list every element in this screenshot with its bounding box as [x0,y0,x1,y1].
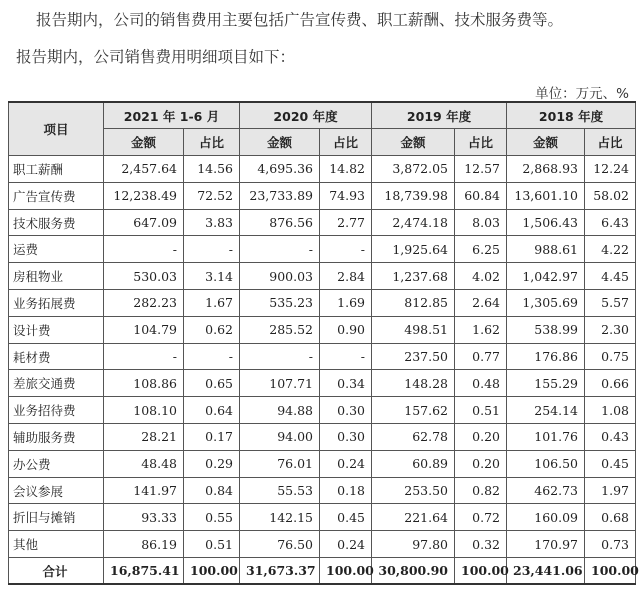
amount-cell: 254.14 [507,397,585,424]
amount-cell: 170.97 [507,531,585,558]
row-label: 运费 [9,236,104,263]
row-label: 耗材费 [9,343,104,370]
table-row [9,450,636,477]
row-label: 辅助服务费 [9,424,104,451]
amount-cell: 876.56 [240,209,320,236]
amount-cell: 107.71 [240,370,320,397]
intro-paragraph: 报告期内，公司的销售费用主要包括广告宣传费、职工薪酬、技术服务费等。 [36,11,564,29]
period-header: 2021 年 1-6 月 [104,102,240,129]
period-header: 2019 年度 [372,102,507,129]
ratio-header: 占比 [184,129,240,156]
amount-cell: 237.50 [372,343,455,370]
ratio-header: 占比 [455,129,507,156]
ratio-cell: 2.64 [455,290,507,317]
table-row [9,209,636,236]
amount-cell: 141.97 [104,477,184,504]
amount-cell: 93.33 [104,504,184,531]
ratio-cell: 2.77 [320,209,372,236]
sales-expense-table [8,101,639,585]
ratio-cell: 0.30 [320,424,372,451]
table-row [9,504,636,531]
ratio-cell: 1.62 [455,316,507,343]
row-label: 办公费 [9,450,104,477]
ratio-header: 占比 [585,129,636,156]
ratio-cell: 0.45 [585,450,636,477]
ratio-cell: 0.55 [184,504,240,531]
amount-cell: 76.01 [240,450,320,477]
amount-cell: 108.10 [104,397,184,424]
ratio-cell: 2.30 [585,316,636,343]
row-label: 职工薪酬 [9,156,104,183]
ratio-cell: 1.97 [585,477,636,504]
table-row [9,397,636,424]
amount-cell: 13,601.10 [507,182,585,209]
ratio-cell: 6.43 [585,209,636,236]
ratio-cell: 0.75 [585,343,636,370]
amount-header: 金额 [507,129,585,156]
amount-cell: 2,474.18 [372,209,455,236]
amount-cell: 900.03 [240,263,320,290]
item-header: 项目 [9,102,104,156]
amount-cell: 1,506.43 [507,209,585,236]
ratio-cell: 8.03 [455,209,507,236]
table-row [9,370,636,397]
amount-cell: - [240,236,320,263]
ratio-cell: 74.93 [320,182,372,209]
ratio-cell: 0.43 [585,424,636,451]
row-label: 业务拓展费 [9,290,104,317]
amount-cell: 647.09 [104,209,184,236]
ratio-cell: 0.62 [184,316,240,343]
amount-cell: - [104,343,184,370]
amount-header: 金额 [240,129,320,156]
amount-cell: 221.64 [372,504,455,531]
table-row [9,236,636,263]
amount-cell: 538.99 [507,316,585,343]
ratio-cell: 0.32 [455,531,507,558]
amount-cell: 282.23 [104,290,184,317]
ratio-header: 占比 [320,129,372,156]
table-row [9,156,636,183]
table-header [9,102,636,156]
amount-cell: 148.28 [372,370,455,397]
ratio-cell: 0.68 [585,504,636,531]
amount-cell: 28.21 [104,424,184,451]
row-label: 广告宣传费 [9,182,104,209]
ratio-cell: 0.45 [320,504,372,531]
ratio-cell: 0.64 [184,397,240,424]
table-row [9,424,636,451]
row-label: 折旧与摊销 [9,504,104,531]
ratio-cell: 6.25 [455,236,507,263]
amount-header: 金额 [372,129,455,156]
amount-cell: - [104,236,184,263]
amount-cell: - [240,343,320,370]
amount-cell: 4,695.36 [240,156,320,183]
table-intro-paragraph: 报告期内，公司销售费用明细项目如下： [16,48,296,66]
ratio-cell: 100.00 [320,558,372,585]
ratio-cell: 1.67 [184,290,240,317]
amount-cell: 106.50 [507,450,585,477]
amount-cell: 253.50 [372,477,455,504]
table-body [9,156,639,585]
amount-cell: 142.15 [240,504,320,531]
ratio-cell: 0.51 [455,397,507,424]
ratio-cell: 0.51 [184,531,240,558]
amount-cell: 160.09 [507,504,585,531]
ratio-cell: - [184,236,240,263]
amount-cell: 97.80 [372,531,455,558]
amount-cell: 2,457.64 [104,156,184,183]
amount-cell: 2,868.93 [507,156,585,183]
ratio-cell: 0.84 [184,477,240,504]
amount-cell: 31,673.37 [240,558,320,585]
amount-cell: 1,237.68 [372,263,455,290]
ratio-cell: 0.90 [320,316,372,343]
ratio-cell: 0.24 [320,450,372,477]
ratio-cell: 4.22 [585,236,636,263]
total-row [9,558,636,585]
table-row [9,290,636,317]
amount-cell: 76.50 [240,531,320,558]
ratio-cell: 0.29 [184,450,240,477]
table-row [9,182,636,209]
ratio-cell: 0.18 [320,477,372,504]
ratio-cell: 100.00 [455,558,507,585]
ratio-cell: 12.57 [455,156,507,183]
ratio-cell: 0.20 [455,424,507,451]
ratio-cell: 14.56 [184,156,240,183]
ratio-cell: 0.73 [585,531,636,558]
amount-cell: 12,238.49 [104,182,184,209]
row-label: 业务招待费 [9,397,104,424]
ratio-cell: 12.24 [585,156,636,183]
ratio-cell: 1.69 [320,290,372,317]
amount-cell: 94.88 [240,397,320,424]
amount-cell: 176.86 [507,343,585,370]
row-label: 房租物业 [9,263,104,290]
period-header: 2020 年度 [240,102,372,129]
ratio-cell: 14.82 [320,156,372,183]
amount-cell: 155.29 [507,370,585,397]
ratio-cell: 4.02 [455,263,507,290]
ratio-cell: 0.34 [320,370,372,397]
unit-note: 单位：万元、% [535,86,629,102]
amount-cell: 535.23 [240,290,320,317]
row-label: 合计 [9,558,104,585]
ratio-cell: 100.00 [585,558,636,585]
table-row [9,531,636,558]
ratio-cell: 58.02 [585,182,636,209]
ratio-cell: 100.00 [184,558,240,585]
amount-cell: 86.19 [104,531,184,558]
table-row [9,316,636,343]
amount-cell: 108.86 [104,370,184,397]
ratio-cell: 3.14 [184,263,240,290]
ratio-cell: 0.82 [455,477,507,504]
amount-cell: 101.76 [507,424,585,451]
ratio-cell: 0.66 [585,370,636,397]
ratio-cell: 0.20 [455,450,507,477]
ratio-cell: 0.72 [455,504,507,531]
amount-cell: 1,925.64 [372,236,455,263]
table-row [9,343,636,370]
amount-cell: 30,800.90 [372,558,455,585]
ratio-cell: 3.83 [184,209,240,236]
amount-header: 金额 [104,129,184,156]
amount-cell: 462.73 [507,477,585,504]
row-label: 差旅交通费 [9,370,104,397]
row-label: 会议参展 [9,477,104,504]
ratio-cell: 4.45 [585,263,636,290]
amount-cell: 3,872.05 [372,156,455,183]
ratio-cell: 0.48 [455,370,507,397]
row-label: 其他 [9,531,104,558]
amount-cell: 812.85 [372,290,455,317]
ratio-cell: 2.84 [320,263,372,290]
amount-cell: 62.78 [372,424,455,451]
ratio-cell: 72.52 [184,182,240,209]
table-row [9,477,636,504]
amount-cell: 285.52 [240,316,320,343]
row-label: 技术服务费 [9,209,104,236]
amount-cell: 16,875.41 [104,558,184,585]
amount-cell: 23,441.06 [507,558,585,585]
amount-cell: 60.89 [372,450,455,477]
ratio-cell: 0.30 [320,397,372,424]
ratio-cell: 0.77 [455,343,507,370]
ratio-cell: 60.84 [455,182,507,209]
row-label: 设计费 [9,316,104,343]
amount-cell: 1,305.69 [507,290,585,317]
period-header: 2018 年度 [507,102,636,129]
amount-cell: 55.53 [240,477,320,504]
amount-cell: 530.03 [104,263,184,290]
amount-cell: 1,042.97 [507,263,585,290]
ratio-cell: 5.57 [585,290,636,317]
amount-cell: 988.61 [507,236,585,263]
ratio-cell: - [184,343,240,370]
table-row [9,263,636,290]
ratio-cell: 0.17 [184,424,240,451]
amount-cell: 18,739.98 [372,182,455,209]
ratio-cell: 1.08 [585,397,636,424]
ratio-cell: - [320,343,372,370]
amount-cell: 157.62 [372,397,455,424]
amount-cell: 94.00 [240,424,320,451]
amount-cell: 23,733.89 [240,182,320,209]
ratio-cell: 0.65 [184,370,240,397]
amount-cell: 498.51 [372,316,455,343]
ratio-cell: - [320,236,372,263]
amount-cell: 48.48 [104,450,184,477]
amount-cell: 104.79 [104,316,184,343]
ratio-cell: 0.24 [320,531,372,558]
